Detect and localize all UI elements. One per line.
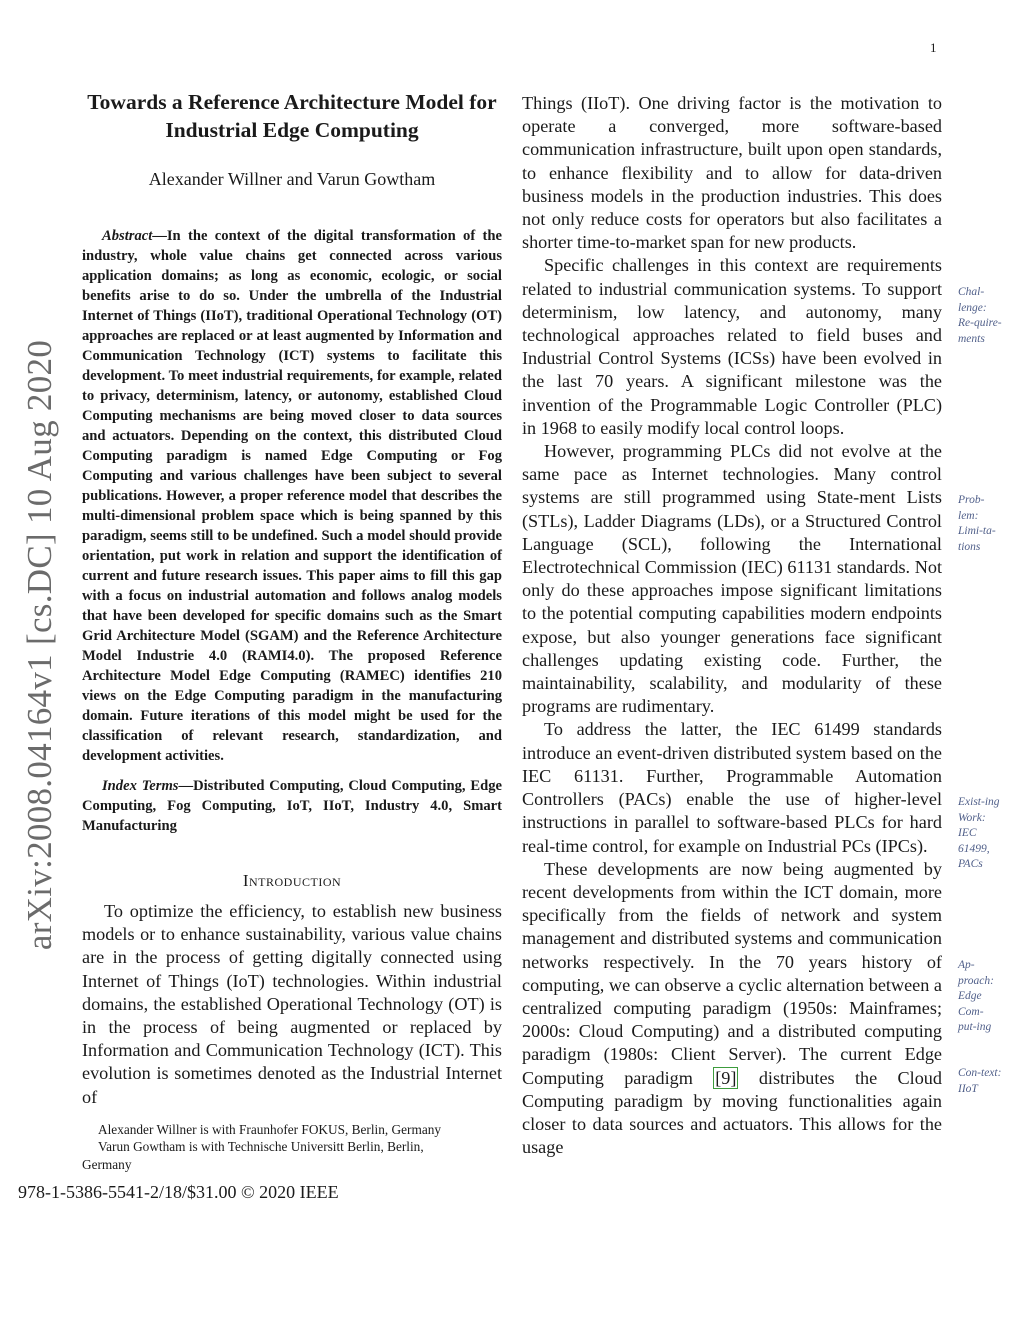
abstract-label: Abstract — [102, 228, 153, 244]
abstract — [82, 226, 502, 766]
index-terms — [82, 776, 502, 836]
citation-link[interactable]: [9] — [715, 1067, 737, 1088]
abstract-text: —In the context of the digital transformation of the industry, whole value chains get connected across various application domains; as long as economic, ecologic, or social benefits arise to do so. Under the umbrella of the Industrial Internet of Things (IIoT), traditional Operational Technology (OT) approaches are replaced or at least augmented by Information and Communication Technology (ICT) systems to facilitate this development. To meet industrial requirements, for example, related to privacy, determinism, latency, or autonomy, established Cloud Computing mechanisms are being moved closer to data sources and actuators. Depending on the context, this distributed Cloud Computing paradigm is named Edge Computing or Fog Computing and various challenges have been subject to several publications. However, a proper reference model that describes the multi-dimensional problem space which is being spanned by this paradigm, seems still to be undefined. Such a model should provide orientation, put work in relation and support the identification of current and future research issues. This paper aims to fill this gap with a focus on industrial automation and follows analog models that have been developed for specific domains such as the Smart Grid Architecture Model (SGAM) and the Reference Architecture Model Industrie 4.0 (RAMI4.0). The proposed Reference Architecture Model Edge Computing (RAMEC) identifies 210 views on the Edge Computing paradigm in the manufacturing domain. Future iterations of this model might be used for the classification of relevant research, standardization, and development activities. — [82, 228, 502, 764]
section-heading: Introduction — [242, 871, 342, 890]
footnotes — [82, 1121, 502, 1174]
margin-note: Prob-lem: Limi-ta-tions — [958, 494, 996, 553]
index-terms-label: Index Terms — [102, 778, 179, 794]
margin-note: Exist-ing Work: IEC 61499, PACs — [958, 796, 1000, 870]
paragraph-text: These developments are now being augmented by recent developments from within the ICT domain, more specifically from the fields of network and system management and distributed systems and communication networks respectively. In the 70 years history of computing, we can observe a cyclic alternation between a centralized computing paradigm (1950s: Mainframes; 2000s: Cloud Computing) and a distributed computing paradigm (1980s: Client Server). The current Edge Computing paradigm — [522, 858, 942, 1088]
footnote: Alexander Willner is with Fraunhofer FOKUS, Berlin, Germany — [98, 1121, 442, 1137]
paper-title: Towards a Reference Architecture Model for Industrial Edge Computing — [87, 90, 497, 142]
authors: Alexander Willner and Varun Gowtham — [148, 169, 436, 189]
margin-note: Con-text: IIoT — [958, 1067, 1002, 1095]
paragraph: However, programming PLCs did not evolve at the same pace as Internet technologies. Many control systems are still programmed using State-ment Lists (STLs), Ladder Diagrams (LDs), or a Structured Control Language (SCL), following the International Electrotechnical Commission (IEC) 61131 standards. Not only do these approaches impose significant limitations to the potential computing capabilities modern endpoints expose, but also younger generations face significant challenges updating existing code. Further, the maintainability, scalability, and modularity of these programs are rudimentary. — [522, 441, 942, 717]
paragraph: Things (IIoT). One driving factor is the motivation to operate a converged, more software-based communication infrastructure, built upon open standards, to enhance flexibility and to allow for data-driven business models in the production industries. This does not only reduce costs for operators but also facilitates a shorter time-to-market span for new products. — [522, 93, 942, 253]
index-terms-text: —Distributed Computing, Cloud Computing, Edge Computing, Fog Computing, IoT, IIoT, Industry 4.0, Smart Manufacturing — [82, 778, 502, 834]
left-column-body — [82, 900, 502, 1109]
copyright: 978-1-5386-5541-2/18/$31.00 © 2020 IEEE — [18, 1182, 339, 1203]
footnote: Germany — [82, 1156, 132, 1172]
margin-note: Ap-proach: Edge Com-put-ing — [958, 959, 994, 1033]
paragraph: Specific challenges in this context are requirements related to industrial communication systems. To support determinism, low latency, and autonomy, many technological approaches related to field buses and Industrial Control Systems (ICSs) have been evolved in the last 70 years. A significant milestone was the invention of the Programmable Logic Controller (PLC) in 1968 to easily modify local control loops. — [522, 255, 942, 438]
paragraph — [522, 858, 942, 1160]
right-column-body — [522, 92, 942, 1159]
footnote: Varun Gowtham is with Technische Universitt Berlin, Berlin, — [98, 1139, 424, 1155]
paragraph: To optimize the efficiency, to establish new business models or to enhance sustainability, various value chains are in the process of getting digitally connected using Internet of Things (IoT) technologies. Within industrial domains, the established Operational Technology (OT) is in the process of being augmented or replaced by Information and Communication Technology (ICT). This evolution is sometimes denoted as the Industrial Internet of — [82, 901, 502, 1107]
page-number: 1 — [930, 40, 937, 55]
paragraph: To address the latter, the IEC 61499 standards introduce an event-driven distributed system based on the IEC 61131. Further, Programmable Automation Controllers (PACs) enable the use of higher-level instructions in parallel to software-based PLCs for hard real-time control, for example on Industrial PCs (IPCs). — [522, 719, 942, 856]
arxiv-stamp: arXiv:2008.04164v1 [cs.DC] 10 Aug 2020 — [20, 339, 59, 951]
margin-note: Chal-lenge: Re-quire-ments — [958, 286, 1002, 345]
paragraph-text: distributes the Cloud Computing paradigm by moving functionalities again closer to data sources and actuators. This allows for the usage — [522, 1067, 942, 1158]
